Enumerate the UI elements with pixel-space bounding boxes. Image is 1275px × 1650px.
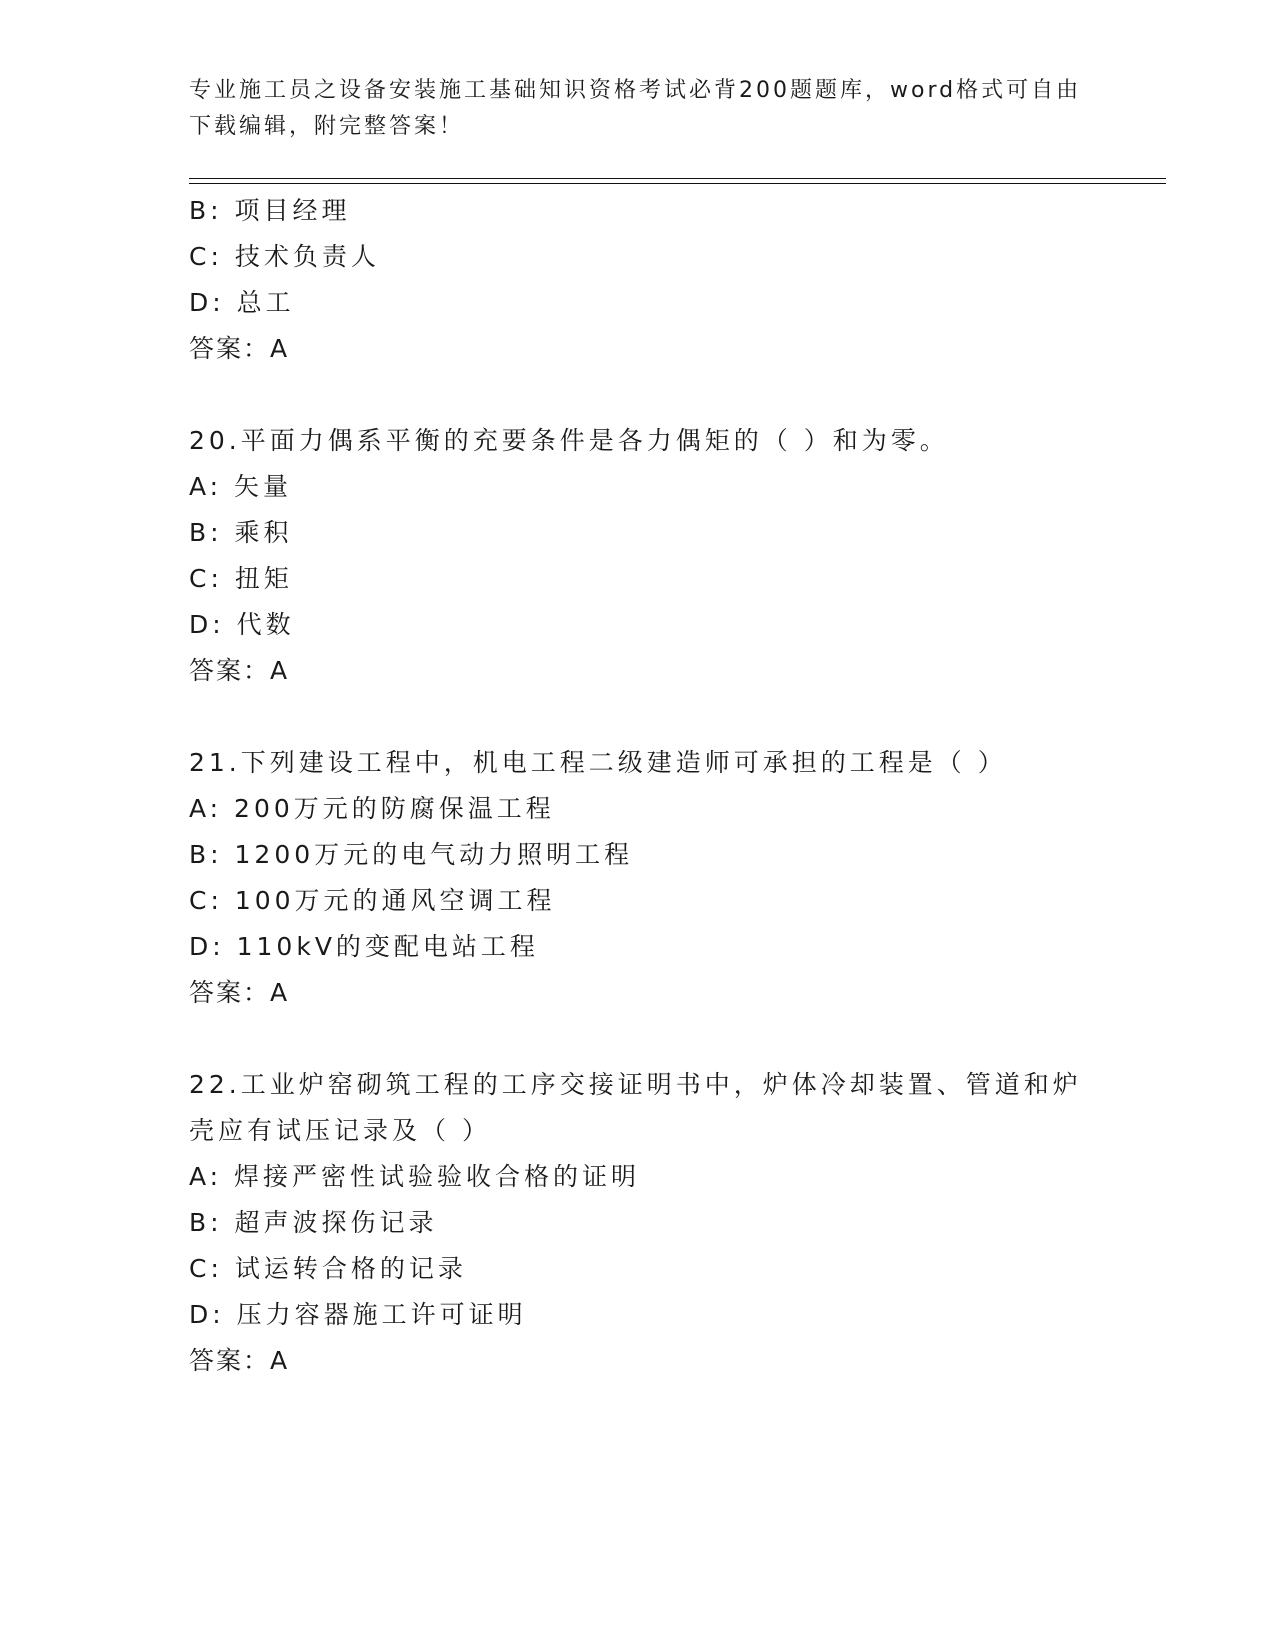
option-a: A: 焊接严密性试验验收合格的证明 (189, 1162, 641, 1191)
question-22 (189, 1062, 1089, 1384)
header-line-2: 下载编辑，附完整答案！ (189, 114, 465, 139)
answer-line: 答案：A (189, 656, 290, 685)
question-20 (189, 418, 1089, 694)
question-stem: 21.下列建设工程中，机电工程二级建造师可承担的工程是（ ） (189, 748, 1007, 777)
document-body (189, 188, 1089, 1384)
option-c: C: 试运转合格的记录 (189, 1254, 467, 1283)
option-c: C: 技术负责人 (189, 242, 380, 271)
spacer (189, 694, 1089, 740)
question-stem-line-2: 壳应有试压记录及（ ） (189, 1116, 491, 1145)
option-b: B: 1200万元的电气动力照明工程 (189, 840, 634, 869)
option-d: D: 110kV的变配电站工程 (189, 932, 539, 961)
question-21 (189, 740, 1089, 1016)
header-divider-bottom (189, 183, 1166, 184)
document-header (189, 73, 1089, 145)
option-c: C: 100万元的通风空调工程 (189, 886, 556, 915)
option-d: D: 总工 (189, 288, 295, 317)
spacer (189, 372, 1089, 418)
option-d: D: 代数 (189, 610, 295, 639)
header-line-1: 专业施工员之设备安装施工基础知识资格考试必背200题题库，word格式可自由 (189, 78, 1082, 103)
answer-line: 答案：A (189, 978, 290, 1007)
option-b: B: 乘积 (189, 518, 293, 547)
option-a: A: 200万元的防腐保温工程 (189, 794, 555, 823)
question-stem-line-1: 22.工业炉窑砌筑工程的工序交接证明书中，炉体冷却装置、管道和炉 (189, 1070, 1082, 1099)
answer-line: 答案：A (189, 334, 290, 363)
answer-line: 答案：A (189, 1346, 290, 1375)
option-c: C: 扭矩 (189, 564, 293, 593)
option-a: A: 矢量 (189, 472, 293, 501)
spacer (189, 1016, 1089, 1062)
previous-question-continuation (189, 188, 1089, 372)
option-d: D: 压力容器施工许可证明 (189, 1300, 527, 1329)
question-stem: 20.平面力偶系平衡的充要条件是各力偶矩的（ ）和为零。 (189, 426, 949, 455)
header-divider-top (189, 178, 1166, 179)
option-b: B: 超声波探伤记录 (189, 1208, 438, 1237)
option-b: B: 项目经理 (189, 196, 351, 225)
